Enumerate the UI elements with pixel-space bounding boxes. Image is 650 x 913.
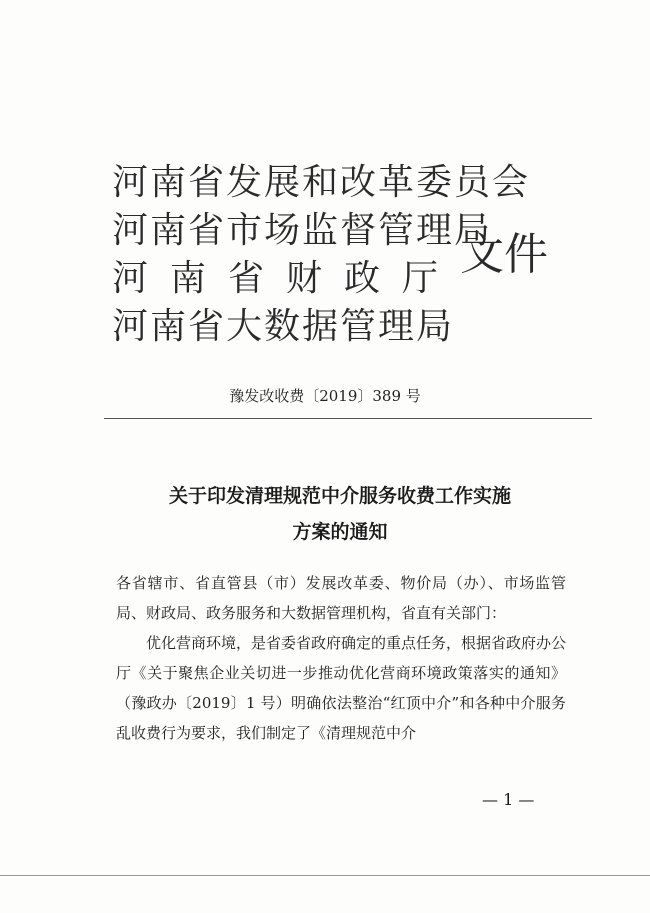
issuer-3: 河南省财政厅 bbox=[112, 258, 461, 299]
document-number: 豫发改收费〔2019〕389 号 bbox=[229, 387, 421, 405]
issuer-2: 河南省市场监督管理局 bbox=[112, 210, 493, 251]
notice-title bbox=[100, 478, 580, 550]
title-line-2: 方案的通知 bbox=[292, 521, 388, 543]
title-line-1: 关于印发清理规范中介服务收费工作实施 bbox=[168, 485, 511, 507]
paragraph-1: 优化营商环境，是省委省政府确定的重点任务，根据省政府办公厅《关于聚焦企业关切进一步推动优化营商环境政策落实的通知》（豫政办〔2019〕1 号）明确依法整治“红顶中介”和各种中介服务乱收费行为要求，我们制定了《清理规范中介 bbox=[116, 634, 567, 742]
header-divider bbox=[104, 418, 592, 419]
addressees: 各省辖市、省直管县（市）发展改革委、物价局（办）、市场监管局、财政局、政务服务和大数据管理机构，省直有关部门： bbox=[116, 574, 566, 622]
body-text bbox=[116, 568, 566, 748]
issuer-4: 河南省大数据管理局 bbox=[112, 306, 455, 347]
document-label: 文件 bbox=[460, 229, 548, 280]
page-number: — 1 — bbox=[482, 790, 535, 809]
scan-edge-line bbox=[0, 875, 650, 876]
issuer-1: 河南省发展和改革委员会 bbox=[112, 162, 531, 203]
